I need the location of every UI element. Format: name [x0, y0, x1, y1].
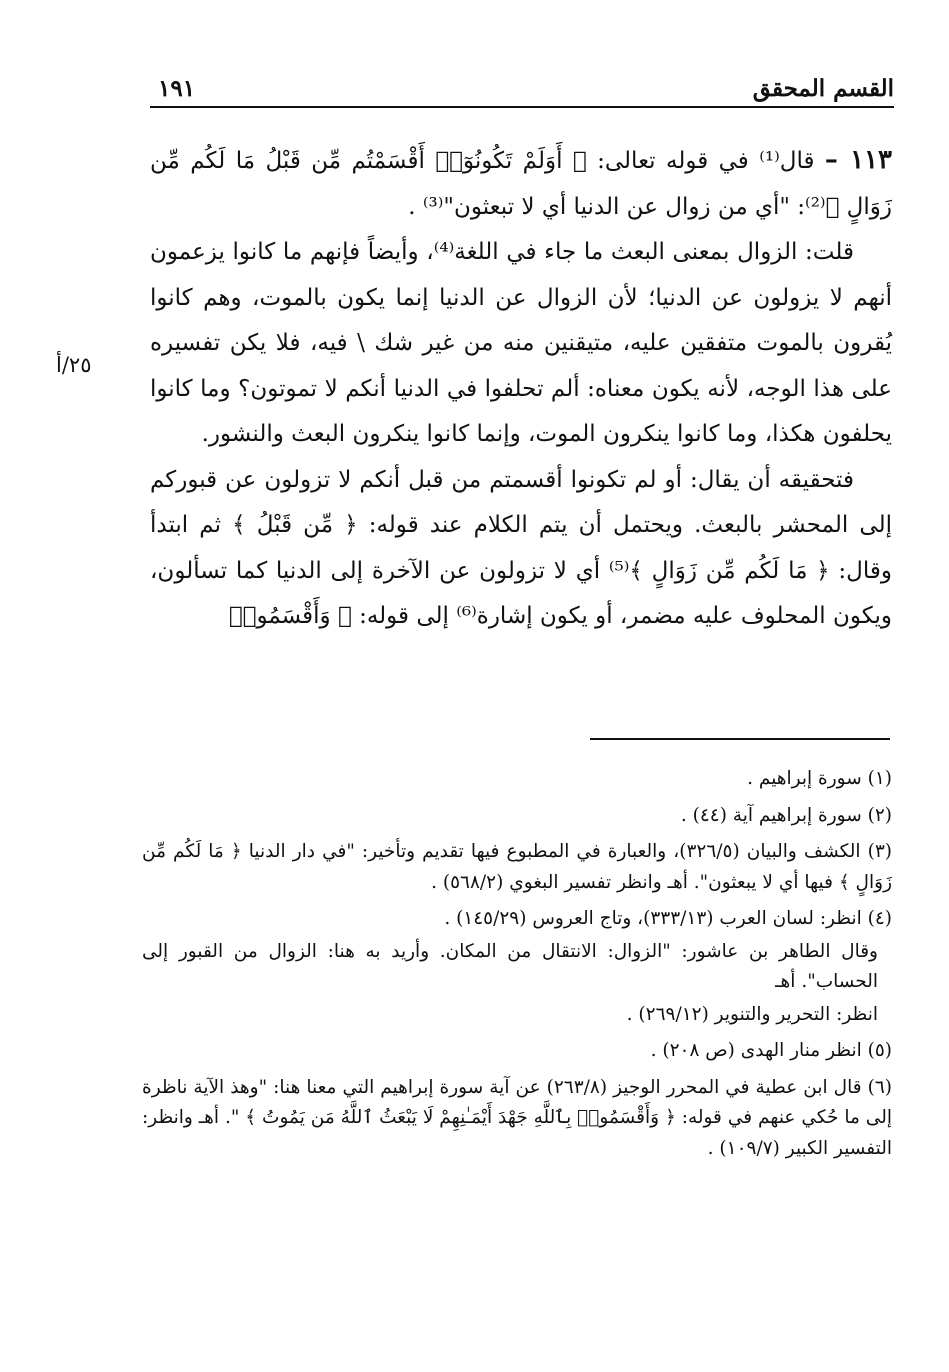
- footnote-4-source: انظر: التحرير والتنوير (٢٦٩/١٢) .: [626, 1003, 878, 1025]
- paragraph-commentary: قلت: الزوال بمعنى البعث ما جاء في اللغة⁽⁴⁾، وأيضاً فإنهم ما كانوا يزعمون أنهم لا يزولون عن الدنيا؛ لأن الزوال عن الدنيا إنما يكون بالموت، وهم كانوا يُقرون بالموت متفقين عليه، متيقنين منه من غير شك \ فيه، فلا يكن تفسيره على هذا الوجه، لأنه يكون معناه: ألم تحلفوا في الدنيا أنكم لا تموتون؟ وما كانوا يحلفون هكذا، وما كانوا ينكرون الموت، وإنما كانوا ينكرون البعث والنشور.: [150, 239, 892, 447]
- manuscript-folio-ref: ٢٥/أ: [56, 353, 92, 377]
- footnote-4-quote: وقال الطاهر بن عاشور: "الزوال: الانتقال من المكان. وأريد به هنا: الزوال من القبور إلى الحساب". أهـ: [142, 940, 878, 992]
- section-title: القسم المحقق: [752, 75, 894, 102]
- footnote-3: (٣) الكشف والبيان (٣٢٦/٥)، والعبارة في المطبوع فيها تقديم وتأخير: "في دار الدنيا ﴿ مَا لَكُم مِّن زَوَالٍ ﴾ فيها أي لا يبعثون". أهـ وانظر تفسير البغوي (٥٦٨/٢) .: [142, 841, 893, 893]
- main-text: [150, 138, 892, 640]
- footnote-4-main: (٤) انظر: لسان العرب (٣٣٣/١٣)، وتاج العروس (١٤٥/٢٩) .: [444, 908, 892, 929]
- running-header: [150, 72, 894, 108]
- footnote-5: (٥) انظر منار الهدى (ص ٢٠٨) .: [650, 1040, 892, 1061]
- footnote-separator: [590, 738, 890, 740]
- footnote-6: (٦) قال ابن عطية في المحرر الوجيز (٢٦٣/٨) عن آية سورة إبراهيم التي معنا هنا: "وهذ الآية ناظرة إلى ما حُكي عنهم في قوله: ﴿ وَأَقْسَمُوا۟ بِٱللَّهِ جَهْدَ أَيْمَـٰنِهِمْ لَا يَبْعَثُ ٱللَّهُ مَن يَمُوتُ ﴾ ". أهـ وانظر: التفسير الكبير (١٠٩/٧) .: [142, 1076, 892, 1159]
- footnote-4: [142, 904, 892, 1030]
- paragraph-item-113: [150, 138, 892, 230]
- footnotes: [142, 764, 892, 1170]
- paragraph-verification: فتحقيقه أن يقال: أو لم تكونوا أقسمتم من قبل أنكم لا تزولون عن قبوركم إلى المحشر بالبعث. ويحتمل أن يتم الكلام عند قوله: ﴿ مِّن قَبْلُ ﴾ ثم ابتدأ وقال: ﴿ مَا لَكُم مِّن زَوَالٍ ﴾⁽⁵⁾ أي لا تزولون عن الآخرة إلى الدنيا كما تسألون، ويكون المحلوف عليه مضمر، أو يكون إشارة⁽⁶⁾ إلى قوله: ﴿ وَأَقْسَمُوا۟: [150, 466, 892, 629]
- footnote-1: (١) سورة إبراهيم .: [747, 768, 892, 789]
- item-number: ١١٣ –: [824, 145, 892, 175]
- page-number: ١٩١: [158, 75, 196, 102]
- paragraph-text: قال⁽¹⁾ في قوله تعالى: ﴿ أَوَلَمْ تَكُونُوٓا۟ أَقْسَمْتُم مِّن قَبْلُ مَا لَكُم مِّن زَوَالٍ ﴾⁽²⁾: "أي من زوال عن الدنيا أي لا تبعثون"⁽³⁾ .: [150, 148, 892, 220]
- footnote-2: (٢) سورة إبراهيم آية (٤٤) .: [680, 804, 892, 826]
